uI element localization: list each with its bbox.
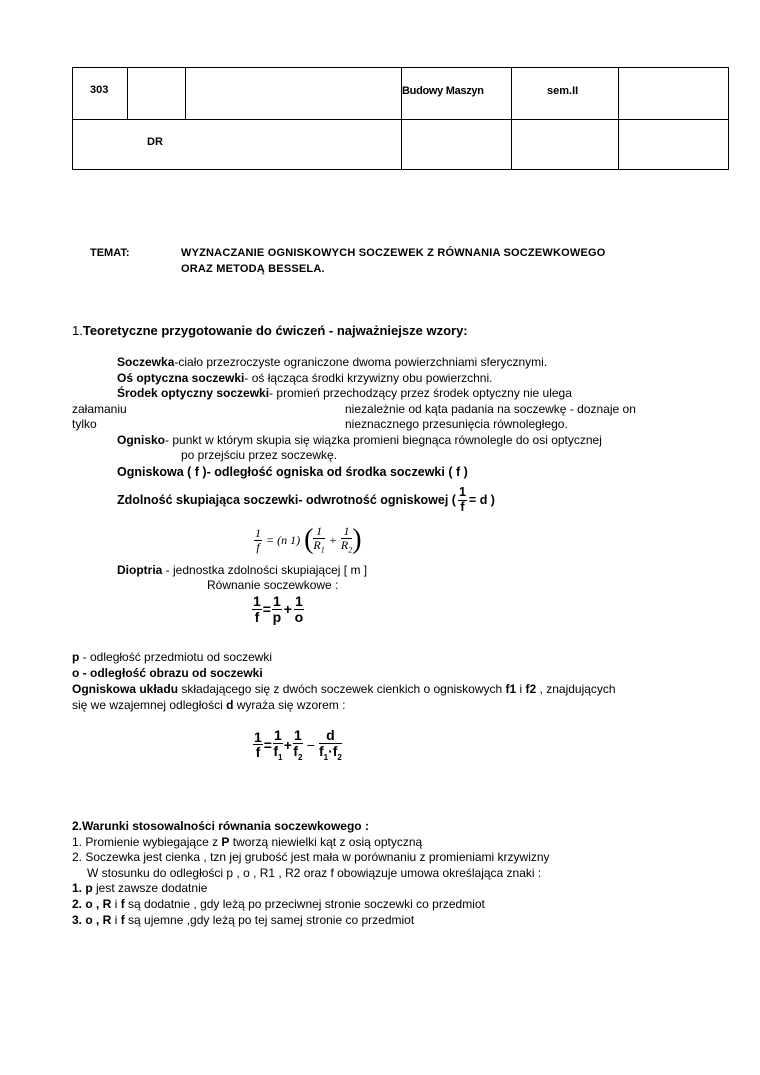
definition-center-line3a: tylko [72,417,97,431]
power-fraction: $\frac{1}{f}$ [458,485,466,514]
condition-2: 2. Soczewka jest cienka , tzn jej grubość jest mała w porównaniu z promieniami krzywizny [72,850,550,864]
sign-convention-intro: W stosunku do odległości p , o , R1 , R2 oraz f obowiązuje umowa określająca znaki : [87,866,542,880]
definition-o: o - odległość obrazu od soczewki [72,666,263,680]
title-abbrev: DR [147,136,163,148]
faculty-name: Budowy Maszyn [402,85,484,97]
lens-equation-title: Równanie soczewkowe : [207,578,339,592]
definition-lens: Soczewka-ciało przezroczyste ograniczone dwoma powierzchniami sferycznymi. [117,355,548,369]
table-col-divider [127,68,128,119]
topic-label: TEMAT: [90,247,130,259]
table-col-divider [401,68,402,169]
room-number: 303 [90,84,109,96]
definition-center-line2a: załamaniu [72,402,127,416]
system-focal-formula: $\frac{1}{f}$ = $\frac{1}{f_1}$ + $\frac{1}{f_2}$ − $\frac{d}{f_1\cdot f_2}$ [254,727,342,762]
definition-focus: Ognisko- punkt w którym skupia się wiązka promieni biegnąca równolegle do osi optycznej [117,433,602,447]
table-col-divider [185,68,186,119]
definition-axis: Oś optyczna soczewki- oś łącząca środki krzywizny obu powierzchni. [117,371,493,385]
topic-line-1: WYZNACZANIE OGNISKOWYCH SOCZEWEK Z RÓWNANIA SOCZEWKOWEGO [181,247,606,259]
semester: sem.II [547,85,579,97]
definition-system-line2: się we wzajemnej odległości d wyraża się wzorem : [72,698,346,712]
table-col-divider [511,68,512,169]
sign-rule-1: 1. p jest zawsze dodatnie [72,881,208,895]
table-col-divider [618,68,619,169]
lensmaker-formula: $\frac{1}{f}$ = (n 1) ( $\frac{1}{R_1}$ + $\frac{1}{R_2}$ ) [255,524,362,555]
definition-focal-length: Ogniskowa ( f )- odległość ogniska od środka soczewki ( f ) [117,465,468,479]
definition-system: Ogniskowa układu składającego się z dwóch soczewek cienkich o ogniskowych f1 i f2 , znajdujących [72,682,616,696]
definition-p: p - odległość przedmiotu od soczewki [72,650,273,664]
section-2-heading: 2.Warunki stosowalności równania soczewkowego : [72,819,369,833]
sign-rule-2: 2. o , R i f są dodatnie , gdy leżą po przeciwnej stronie soczewki co przedmiot [72,897,485,911]
condition-1: 1. Promienie wybiegające z P tworzą niewielki kąt z osią optyczną [72,835,423,849]
sign-rule-3: 3. o , R i f są ujemne ,gdy leżą po tej samej stronie co przedmiot [72,913,415,927]
lens-equation: $\frac{1}{f}$ = $\frac{1}{p}$ + $\frac{1}{o}$ [253,593,304,625]
header-table [72,67,729,170]
definition-center-line2b: niezależnie od kąta padania na soczewkę - doznaje on [345,402,636,416]
definition-diopter: Dioptria - jednostka zdolności skupiającej [ m ] [117,563,368,577]
definition-focus-line2: po przejściu przez soczewkę. [181,448,338,462]
definition-power: Zdolność skupiająca soczewki- odwrotność ogniskowej ( $\frac{1}{f}$ = d ) [117,485,495,514]
section-1-heading: 1.Teoretyczne przygotowanie do ćwiczeń - najważniejsze wzory: [72,323,468,338]
definition-center: Środek optyczny soczewki- promień przechodzący przez środek optyczny nie ulega [117,386,572,400]
topic-line-2: ORAZ METODĄ BESSELA. [181,263,325,275]
definition-center-line3b: nieznacznego przesunięcia równoległego. [345,417,568,431]
